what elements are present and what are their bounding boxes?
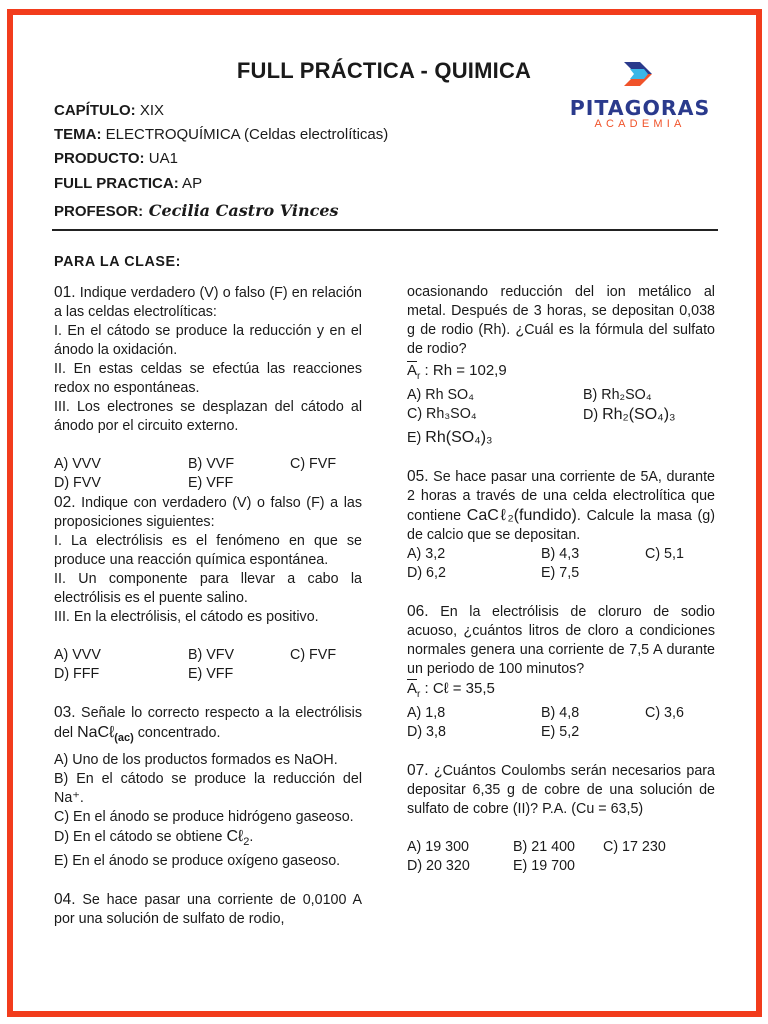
- question-07: 07. ¿Cuántos Coulombs serán necesarios para depositar 6,35 g de cobre de una solución de sulfato de cobre (II)? P.A. (Cu = 63,5) A) 19 300 B) 21 400 C) 17 230 D) 20 320 E) 19 700: [407, 762, 715, 874]
- logo-subtitle: ACADEMIA: [594, 118, 686, 130]
- option-a: A) Rh SO₄: [407, 387, 475, 403]
- option-c: C) FVF: [290, 456, 337, 472]
- option-d: D) FFF: [54, 666, 100, 682]
- practice-line: FULL PRACTICA: AP: [54, 174, 203, 192]
- option-e: E) Rh(SO₄)₃: [407, 429, 493, 446]
- option-a: A) VVV: [54, 456, 101, 472]
- logo-name: PITAGORAS: [569, 96, 711, 120]
- question-number: 04.: [54, 890, 76, 908]
- product-line: PRODUCTO: UA1: [54, 150, 178, 168]
- option-d: D) Rh₂(SO₄)₃: [583, 406, 676, 423]
- answer-options: [54, 646, 362, 684]
- option-a: A) 1,8: [407, 705, 446, 721]
- option-e: E) En el ánodo se produce oxígeno gaseoso.: [54, 852, 341, 869]
- statement-i: I. En el cátodo se produce la reducción y en el ánodo la oxidación.: [54, 323, 362, 358]
- question-number: 01.: [54, 284, 76, 301]
- option-c: C) 17 230: [603, 839, 666, 855]
- option-d: D) En el cátodo se obtiene Cℓ$_2$.: [54, 827, 254, 848]
- option-c: C) Rh₃SO₄: [407, 406, 477, 422]
- statement-ii: II. En estas celdas se efectúa las reacciones redox no espontáneas.: [54, 361, 362, 396]
- question-02: 02. Indique con verdadero (V) o falso (F) a las proposiciones siguientes: I. La electrólisis es el fenómeno en que se produce una reacción química espontánea. II. Un componente para llevar a cabo la electrólisis es el puente salino. III. En la electrólisis, el cátodo es positivo. A) VVV B) VFV C) FVF D) FFF E) VFF: [54, 494, 362, 682]
- option-e: E) 5,2: [541, 724, 580, 740]
- option-a: A) 19 300: [407, 839, 469, 855]
- option-c: C) 5,1: [645, 546, 684, 562]
- option-b: B) VFV: [188, 647, 235, 663]
- answer-options: [54, 455, 362, 493]
- atomic-mass-note: $\overline{A}_r$ : Cℓ = 35,5: [407, 680, 495, 700]
- question-01: 01. Indique verdadero (V) o falso (F) en relación a las celdas electrolíticas: I. En el cátodo se produce la reducción y en el ánodo la oxidación. II. En estas celdas se efectúa las reacciones redox no espontáneas. III. Los electrones se desplazan del cátodo al ánodo por el circuito externo. A) VVV B) VVF C) FVF D) FVV E) VFF: [54, 284, 362, 491]
- option-b: B) 4,3: [541, 546, 580, 562]
- question-03: 03. Señale lo correcto respecto a la electrólisis del NaCℓ$_{(ac)}$ concentrado. A) Uno de los productos formados es NaOH. B) En el cátodo se produce la reducción del Na⁺. C) En el ánodo se produce hidrógeno gaseoso. D) En el cátodo se obtiene Cℓ$_2$. E) En el ánodo se produce oxígeno gaseoso.: [54, 704, 362, 869]
- header-divider: [52, 229, 718, 231]
- answer-options: [407, 704, 715, 742]
- question-number: 06.: [407, 603, 429, 620]
- option-a: A) 3,2: [407, 546, 446, 562]
- right-column: [407, 283, 715, 876]
- left-column: [54, 253, 362, 929]
- option-c: C) En el ánodo se produce hidrógeno gaseoso.: [54, 808, 354, 825]
- question-04-continued: ocasionando reducción del ion metálico al metal. Después de 3 horas, se depositan 0,038 g de rodio (Rh). ¿Cuál es la fórmula del sulfato de rodio?: [407, 284, 715, 357]
- option-a: A) VVV: [54, 647, 101, 663]
- option-e: E) VFF: [188, 666, 234, 682]
- question-06: 06. En la electrólisis de cloruro de sodio acuoso, ¿cuántos litros de cloro a condiciones normales genera una corriente de 7,5 A durante un periodo de 100 minutos? $\overline{A}_r$ : Cℓ = 35,5 A) 1,8 B) 4,8 C) 3,6 D) 3,8 E) 5,2: [407, 603, 715, 740]
- option-b: B) 4,8: [541, 705, 580, 721]
- option-d: D) 6,2: [407, 565, 446, 581]
- question-05: 05. Se hace pasar una corriente de 5A, durante 2 horas a través de una celda electrolítica que contiene CaCℓ₂(fundido). Calcule la masa (g) de calcio que se depositan. A) 3,2 B) 4,3 C) 5,1 D) 6,2 E) 7,5: [407, 468, 715, 581]
- option-c: C) FVF: [290, 647, 337, 663]
- chapter-line: CAPÍTULO: XIX: [54, 102, 165, 119]
- option-b: B) En el cátodo se produce la reducción del Na⁺.: [54, 770, 362, 806]
- statement-iii: III. Los electrones se desplazan del cátodo al ánodo por el circuito externo.: [54, 399, 362, 434]
- teacher-line: PROFESOR: Cecilia Castro Vinces: [54, 200, 339, 220]
- option-d: D) 20 320: [407, 858, 470, 874]
- statement-ii: II. Un componente para llevar a cabo la electrólisis es el puente salino.: [54, 571, 362, 606]
- question-04: 04. Se hace pasar una corriente de 0,0100 A por una solución de sulfato de rodio,: [54, 890, 362, 927]
- option-b: B) Rh₂SO₄: [583, 387, 652, 403]
- option-d: D) 3,8: [407, 724, 446, 740]
- option-e: E) 7,5: [541, 565, 580, 581]
- answer-options: [407, 545, 715, 583]
- question-number: 02.: [54, 494, 76, 511]
- option-e: E) VFF: [188, 475, 234, 491]
- option-c: C) 3,6: [645, 705, 684, 721]
- option-b: B) VVF: [188, 456, 235, 472]
- arrow-logo-icon: [620, 60, 656, 94]
- pitagoras-logo: [560, 60, 720, 132]
- question-number: 05.: [407, 468, 429, 485]
- header-meta: [54, 99, 388, 224]
- section-heading: PARA LA CLASE:: [54, 254, 182, 270]
- atomic-mass-note: $\overline{A}_r$ : Rh = 102,9: [407, 362, 507, 382]
- topic-line: TEMA: ELECTROQUÍMICA (Celdas electrolíticas): [54, 126, 389, 144]
- answer-options: [407, 386, 715, 425]
- option-b: B) 21 400: [513, 839, 575, 855]
- question-number: 03.: [54, 704, 76, 721]
- option-d: D) FVV: [54, 475, 101, 491]
- statement-iii: III. En la electrólisis, el cátodo es positivo.: [54, 609, 319, 625]
- answer-options: [407, 838, 715, 876]
- question-number: 07.: [407, 762, 429, 779]
- page-title: FULL PRÁCTICA - QUIMICA: [236, 58, 532, 83]
- option-e: E) 19 700: [513, 858, 575, 874]
- statement-i: I. La electrólisis es el fenómeno en que se produce una reacción química espontánea.: [54, 533, 362, 568]
- option-a: A) Uno de los productos formados es NaOH.: [54, 751, 338, 768]
